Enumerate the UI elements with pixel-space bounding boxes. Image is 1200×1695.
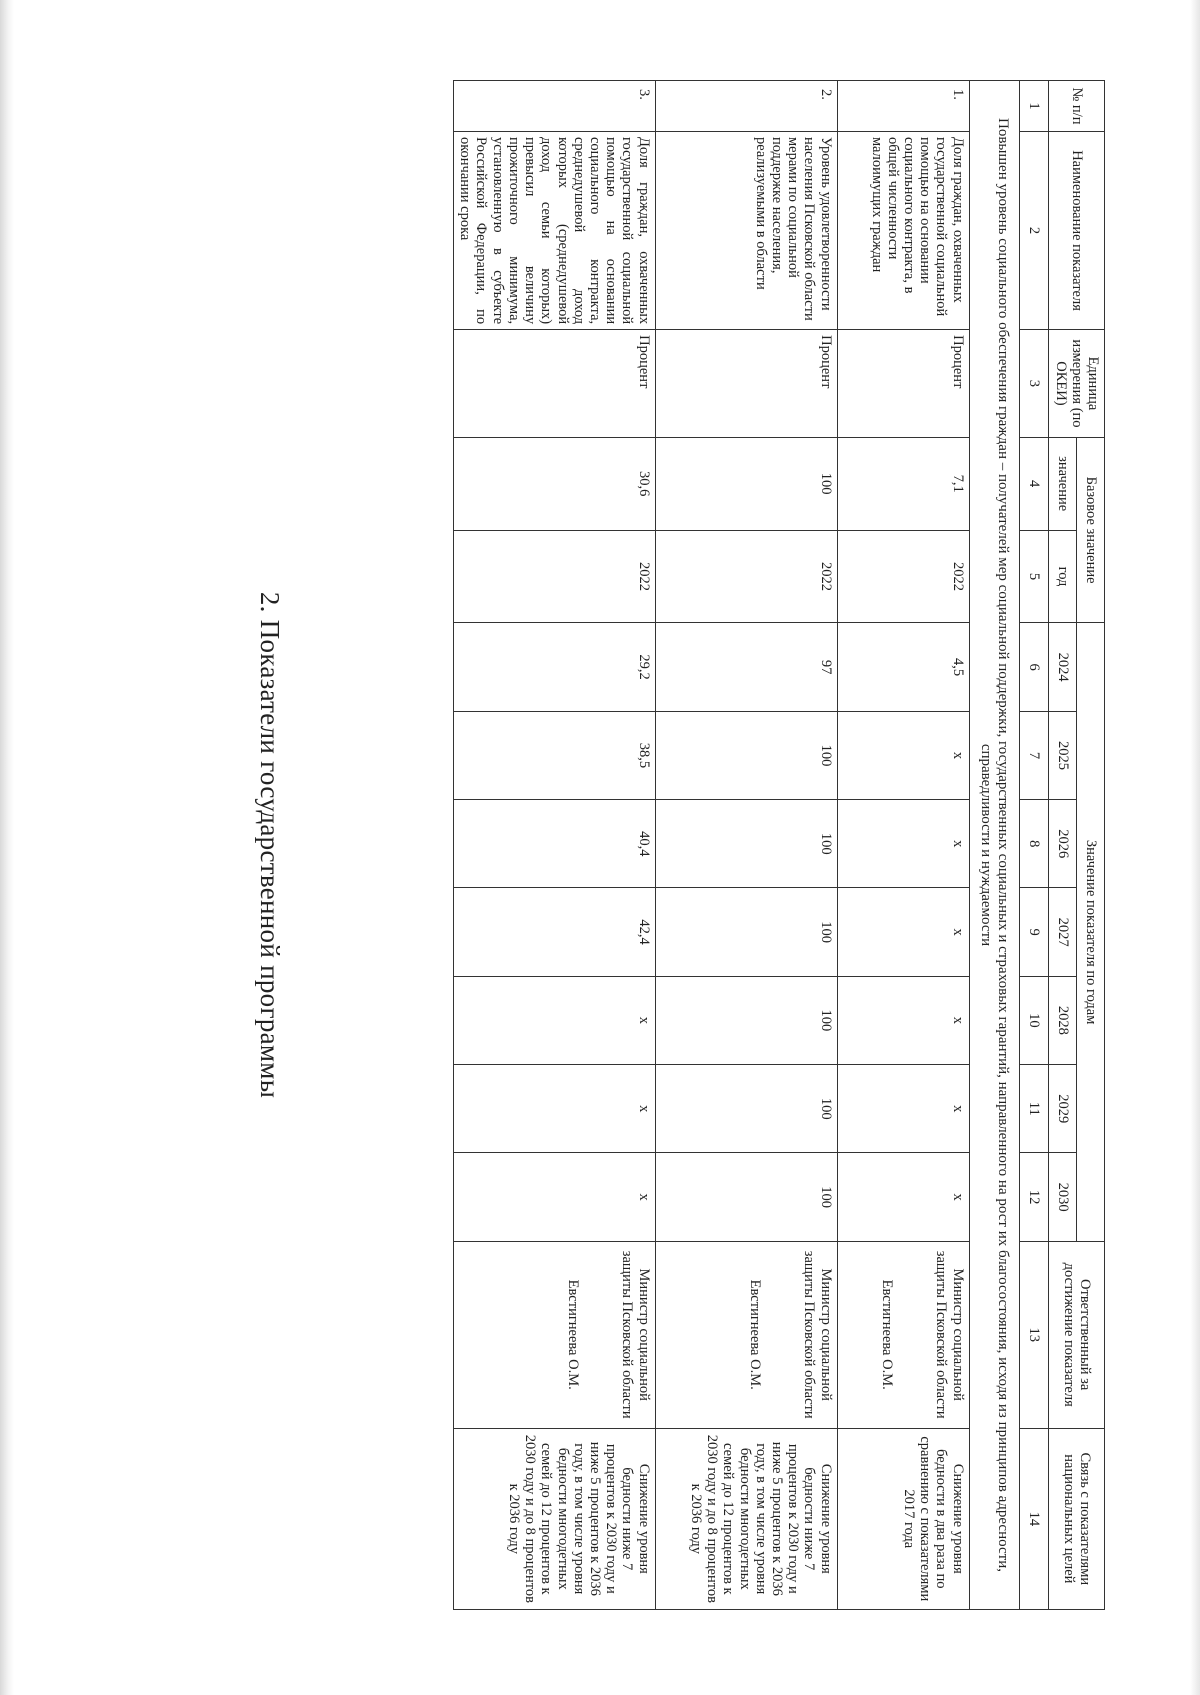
row-unit: Процент <box>837 330 969 438</box>
row-year-value: х <box>837 1153 969 1241</box>
row-year-value: х <box>837 888 969 976</box>
row-num: 3. <box>453 81 655 132</box>
row-responsible <box>655 1241 837 1428</box>
spacer <box>763 1247 801 1423</box>
spacer <box>581 1247 619 1423</box>
rotated-document-page <box>225 80 1105 1610</box>
row-year-value: 40,4 <box>453 800 655 888</box>
column-number: 7 <box>1020 711 1049 799</box>
header-row-1 <box>1077 81 1105 1610</box>
header-year: 2028 <box>1049 976 1077 1064</box>
row-year-value: 97 <box>655 623 837 711</box>
scan-left-edge <box>0 0 14 1695</box>
row-year-value: 38,5 <box>453 711 655 799</box>
row-year-value: 100 <box>655 1065 837 1153</box>
column-number: 4 <box>1020 437 1049 530</box>
row-year-value: 100 <box>655 800 837 888</box>
column-number: 3 <box>1020 330 1049 438</box>
page-title: 2. Показатели государственной программы <box>255 591 285 1099</box>
row-num: 2. <box>655 81 837 132</box>
row-year-value: 100 <box>655 711 837 799</box>
row-name: Уровень удовлетворенности населения Псковской области мерами по социальной поддержке населения, реализуемыми в области <box>655 131 837 329</box>
header-year: 2030 <box>1049 1153 1077 1241</box>
row-year-value: х <box>837 711 969 799</box>
column-number: 5 <box>1020 530 1049 623</box>
responsible-position: Министр социальной защиты Псковской области <box>933 1250 966 1419</box>
column-number: 12 <box>1020 1153 1049 1241</box>
spacer <box>895 1247 933 1423</box>
header-base-value: значение <box>1049 437 1077 530</box>
responsible-position: Министр социальной защиты Псковской области <box>619 1250 652 1419</box>
row-base-value: 30,6 <box>453 437 655 530</box>
row-base-value: 7,1 <box>837 437 969 530</box>
row-year-value: х <box>453 976 655 1064</box>
scan-right-edge <box>1190 0 1200 1695</box>
column-number: 14 <box>1020 1428 1049 1609</box>
row-year-value: х <box>837 800 969 888</box>
row-year-value: 100 <box>655 1153 837 1241</box>
row-year-value: х <box>453 1065 655 1153</box>
header-link: Связь с показателями национальных целей <box>1049 1428 1105 1609</box>
responsible-position: Министр социальной защиты Псковской области <box>801 1250 834 1419</box>
column-number: 11 <box>1020 1065 1049 1153</box>
row-name: Доля граждан, охваченных государственной социальной помощью на основании социального контракта, среднедушевой доход которых (среднедушевой доход семьи которых) превысил величину прожиточного минимума, установленную в субъекте Российской Федерации, по окончании срока <box>453 131 655 329</box>
row-year-value: 4,5 <box>837 623 969 711</box>
table-row <box>837 81 969 1610</box>
responsible-person: Евстигнеева О.М. <box>879 1279 896 1390</box>
row-link: Снижение уровня бедности в два раза по сравнению с показателями 2017 года <box>837 1428 969 1609</box>
row-name: Доля граждан, охваченных государственной социальной помощью на основании социального контракта, в общей численности малоимущих граждан <box>837 131 969 329</box>
header-values-by-year: Значение показателя по годам <box>1077 623 1105 1241</box>
header-year: 2025 <box>1049 711 1077 799</box>
header-unit: Единица измерения (по ОКЕИ) <box>1049 330 1105 438</box>
row-base-year: 2022 <box>453 530 655 623</box>
row-link: Снижение уровня бедности ниже 7 процентов к 2030 году и ниже 5 процентов к 2036 году, в том числе уровня бедности многодетных семей до 12 процентов к 2030 году и до 8 процентов к 2036 году <box>453 1428 655 1609</box>
row-num: 1. <box>837 81 969 132</box>
row-unit: Процент <box>453 330 655 438</box>
header-year: 2027 <box>1049 888 1077 976</box>
row-year-value: 100 <box>655 888 837 976</box>
column-number: 6 <box>1020 623 1049 711</box>
column-number: 10 <box>1020 976 1049 1064</box>
row-responsible <box>453 1241 655 1428</box>
header-base-year: год <box>1049 530 1077 623</box>
header-year: 2024 <box>1049 623 1077 711</box>
column-number: 2 <box>1020 131 1049 329</box>
row-year-value: 100 <box>655 976 837 1064</box>
row-year-value: х <box>837 976 969 1064</box>
header-responsible: Ответственный за достижение показателя <box>1049 1241 1105 1428</box>
column-number: 1 <box>1020 81 1049 132</box>
header-num: № п/п <box>1049 81 1105 132</box>
column-number: 13 <box>1020 1241 1049 1428</box>
header-year: 2029 <box>1049 1065 1077 1153</box>
row-base-value: 100 <box>655 437 837 530</box>
row-year-value: 29,2 <box>453 623 655 711</box>
row-unit: Процент <box>655 330 837 438</box>
indicators-table <box>453 80 1105 1610</box>
row-year-value: х <box>453 1153 655 1241</box>
table-row <box>453 81 655 1610</box>
column-numbers-row <box>1020 81 1049 1610</box>
row-year-value: х <box>837 1065 969 1153</box>
column-number: 8 <box>1020 800 1049 888</box>
section-heading: Повышен уровень социального обеспечения граждан – получателей мер социальной поддержки, государственных социальных и страховых гарантий, направленного на рост их благосостояния, исходя из принципов адресности, справедливости и нуждаемости <box>969 81 1020 1610</box>
responsible-person: Евстигнеева О.М. <box>747 1279 764 1390</box>
section-row <box>969 81 1020 1610</box>
header-base: Базовое значение <box>1077 437 1105 623</box>
row-base-year: 2022 <box>837 530 969 623</box>
responsible-person: Евстигнеева О.М. <box>565 1279 582 1390</box>
row-responsible <box>837 1241 969 1428</box>
row-base-year: 2022 <box>655 530 837 623</box>
table-row <box>655 81 837 1610</box>
row-year-value: 42,4 <box>453 888 655 976</box>
row-link: Снижение уровня бедности ниже 7 процентов к 2030 году и ниже 5 процентов к 2036 году, в том числе уровня бедности многодетных семей до 12 процентов к 2030 году и до 8 процентов к 2036 году <box>655 1428 837 1609</box>
column-number: 9 <box>1020 888 1049 976</box>
header-year: 2026 <box>1049 800 1077 888</box>
header-name: Наименование показателя <box>1049 131 1105 329</box>
